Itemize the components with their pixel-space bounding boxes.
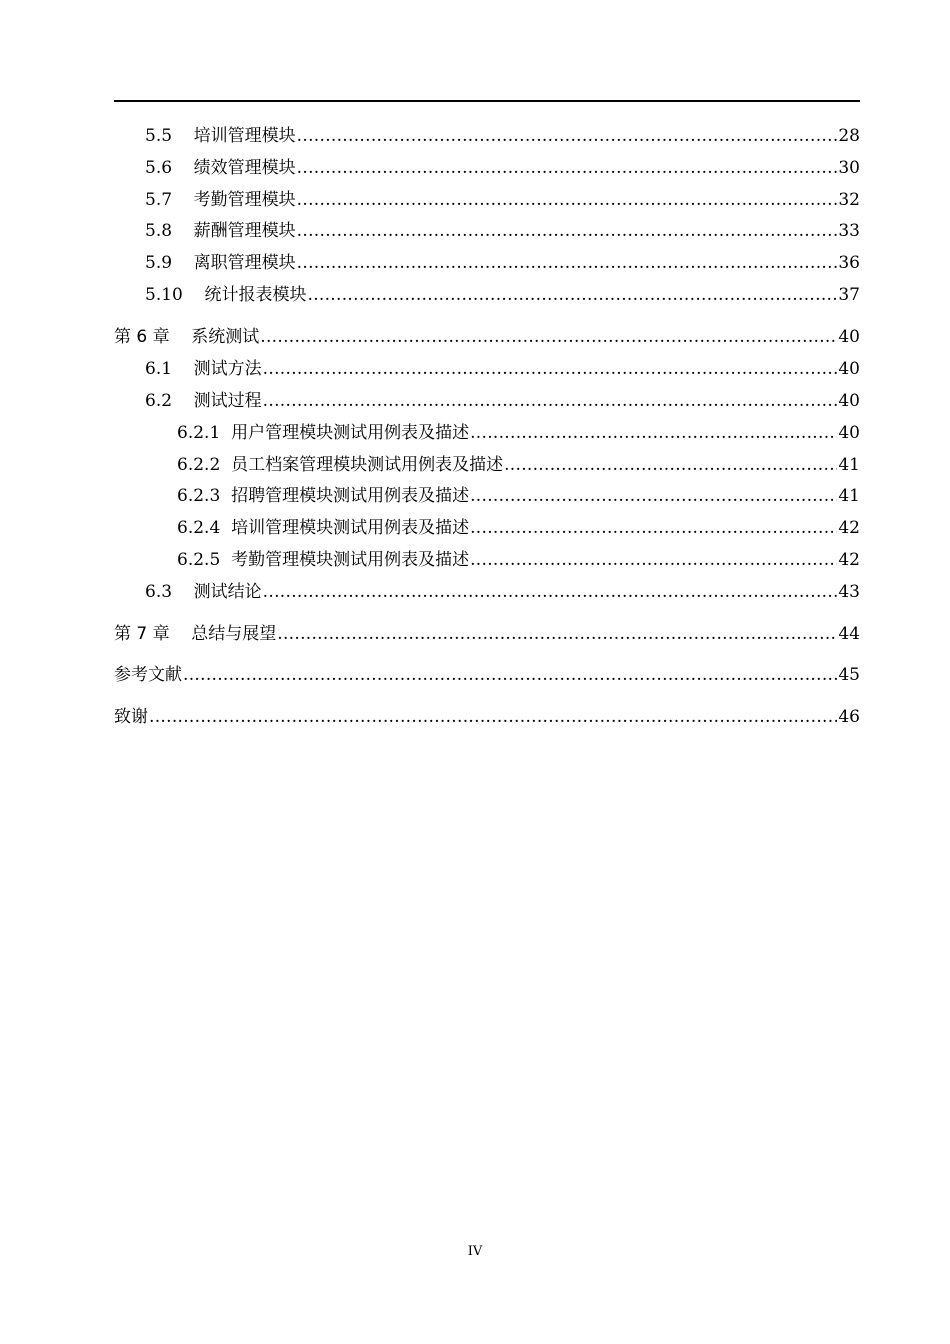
toc-number: 5.6 [145,158,173,178]
toc-title: 招聘管理模块测试用例表及描述 [231,486,470,506]
toc-page: 46 [838,707,860,727]
toc-leader [297,253,838,273]
toc-leader [307,285,837,305]
toc-leader [470,518,837,538]
toc-title: 系统测试 [191,327,260,347]
toc-number: 6.1 [145,359,173,379]
toc-leader [183,665,837,685]
toc-entry-6-2-2[interactable] [114,445,860,475]
toc-entry-5-7[interactable] [114,180,860,210]
toc-leader [297,126,838,146]
toc-page: 42 [838,550,860,570]
toc-number: 5.7 [145,190,173,210]
toc-page: 45 [838,665,860,685]
toc-title: 薪酬管理模块 [193,221,296,241]
toc-number: 第 7 章 [114,624,170,644]
toc-page: 32 [838,190,860,210]
toc-title: 绩效管理模块 [193,158,296,178]
toc-entry-5-5[interactable] [114,116,860,146]
toc-entry-5-9[interactable] [114,243,860,273]
toc-entry-chapter-7[interactable] [114,614,860,644]
toc-leader [149,707,837,727]
toc-entry-6-1[interactable] [114,349,860,379]
toc-title: 测试过程 [193,391,262,411]
toc-leader [504,455,837,475]
toc-title: 员工档案管理模块测试用例表及描述 [231,455,504,475]
toc-title: 培训管理模块测试用例表及描述 [231,518,470,538]
toc-title: 考勤管理模块 [193,190,296,210]
toc-page: 44 [838,624,860,644]
toc-leader [470,550,837,570]
toc-entry-acknowledgements[interactable] [114,697,860,727]
toc-title: 离职管理模块 [193,253,296,273]
toc-number: 6.2 [145,391,173,411]
toc-number: 6.2.1 [177,423,221,443]
toc-entry-6-2-4[interactable] [114,508,860,538]
toc-number: 6.2.5 [177,550,221,570]
toc-page: 41 [838,455,860,475]
toc-title: 总结与展望 [191,624,277,644]
toc-title: 考勤管理模块测试用例表及描述 [231,550,470,570]
toc-number: 5.8 [145,221,173,241]
toc-title: 统计报表模块 [204,285,307,305]
toc-entry-5-8[interactable] [114,211,860,241]
toc-page: 43 [838,582,860,602]
toc-leader [297,190,838,210]
toc-entry-5-10[interactable] [114,275,860,305]
toc-page: 28 [838,126,860,146]
toc-entry-chapter-6[interactable] [114,317,860,347]
toc-entry-6-3[interactable] [114,572,860,602]
toc-page: 40 [838,391,860,411]
toc-page: 33 [838,221,860,241]
toc-entry-5-6[interactable] [114,148,860,178]
toc-entry-6-2-5[interactable] [114,540,860,570]
toc-number: 6.2.4 [177,518,221,538]
toc-entry-6-2-3[interactable] [114,476,860,506]
toc-entry-references[interactable] [114,655,860,685]
toc-number: 5.10 [145,285,183,305]
toc-page: 30 [838,158,860,178]
toc-title: 用户管理模块测试用例表及描述 [231,423,470,443]
toc-page: 40 [838,359,860,379]
toc-page: 41 [838,486,860,506]
toc-title: 培训管理模块 [193,126,296,146]
toc-number: 6.3 [145,582,173,602]
toc-entry-6-2-1[interactable] [114,413,860,443]
toc-page: 36 [838,253,860,273]
header-rule [114,100,860,102]
toc-leader [277,624,837,644]
toc-leader [470,423,837,443]
toc-number: 6.2.3 [177,486,221,506]
toc-title: 参考文献 [114,665,182,685]
toc-number: 6.2.2 [177,455,221,475]
page-number: IV [467,1244,483,1259]
toc-page: 40 [838,423,860,443]
toc-page: 42 [838,518,860,538]
toc-title: 测试方法 [193,359,262,379]
toc-title: 致谢 [114,707,148,727]
toc-page: 40 [838,327,860,347]
toc-number: 5.5 [145,126,173,146]
toc-number: 5.9 [145,253,173,273]
toc-page: 37 [838,285,860,305]
toc-leader [260,327,837,347]
toc-leader [263,582,838,602]
toc-leader [263,391,838,411]
toc-leader [297,158,838,178]
toc-leader [470,486,837,506]
toc-leader [297,221,838,241]
toc-title: 测试结论 [193,582,262,602]
toc-entry-6-2[interactable] [114,381,860,411]
toc-leader [263,359,838,379]
toc-number: 第 6 章 [114,327,170,347]
